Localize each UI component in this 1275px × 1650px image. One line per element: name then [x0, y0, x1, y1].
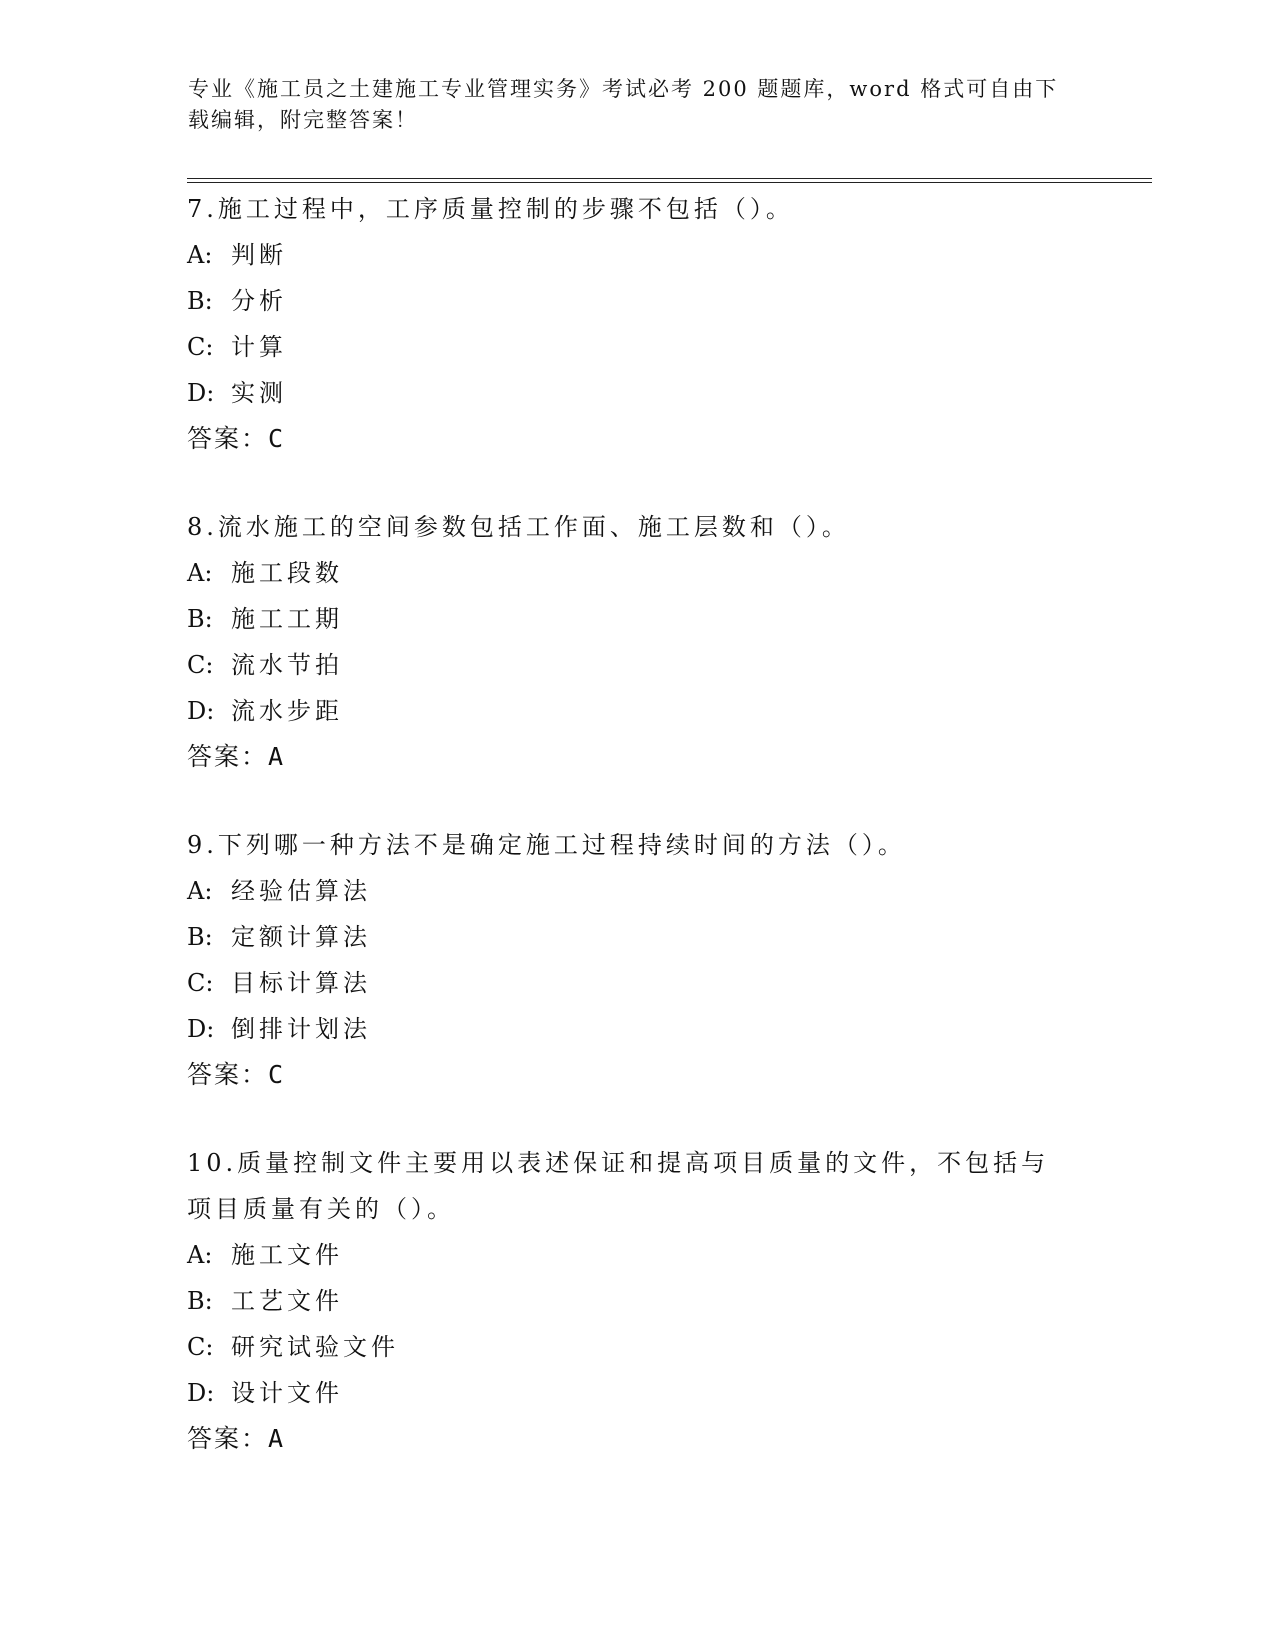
option-key: D: [187, 379, 215, 407]
option-b [187, 1278, 1067, 1324]
answer-label: 答案： [187, 742, 269, 771]
option-a [187, 1232, 1067, 1278]
option-d [187, 688, 1087, 734]
option-key: C: [187, 969, 214, 997]
question-8 [187, 504, 1087, 780]
option-text: 实测 [231, 379, 287, 407]
answer-label: 答案： [187, 1424, 269, 1453]
option-text: 倒排计划法 [231, 1015, 371, 1043]
option-key: D: [187, 1015, 215, 1043]
question-stem: 8.流水施工的空间参数包括工作面、施工层数和（）。 [187, 513, 850, 541]
option-key: A: [187, 1241, 213, 1269]
option-key: A: [187, 877, 213, 905]
option-d [187, 1370, 1067, 1416]
answer-label: 答案： [187, 424, 269, 453]
answer-line [187, 416, 1087, 462]
option-text: 流水步距 [231, 697, 343, 725]
option-key: A: [187, 241, 213, 269]
option-key: B: [187, 923, 213, 951]
answer-value: A [268, 1424, 285, 1453]
option-c [187, 1324, 1067, 1370]
answer-value: A [268, 742, 285, 771]
option-key: D: [187, 697, 215, 725]
answer-value: C [268, 424, 285, 453]
question-stem: 9.下列哪一种方法不是确定施工过程持续时间的方法（）。 [187, 831, 906, 859]
option-key: C: [187, 333, 214, 361]
option-b [187, 596, 1087, 642]
option-key: A: [187, 559, 213, 587]
option-text: 计算 [231, 333, 287, 361]
header-divider-bottom [187, 182, 1152, 183]
option-text: 施工文件 [231, 1241, 343, 1269]
document-header: 专业《施工员之土建施工专业管理实务》考试必考 200 题题库，word 格式可自由下载编辑，附完整答案！ [188, 77, 1059, 132]
option-b [187, 278, 1087, 324]
option-a [187, 868, 1087, 914]
answer-line [187, 1052, 1087, 1098]
question-stem: 10.质量控制文件主要用以表述保证和提高项目质量的文件，不包括与项目质量有关的（）。 [187, 1149, 1050, 1223]
option-a [187, 550, 1087, 596]
header-divider-top [187, 178, 1152, 179]
option-c [187, 324, 1087, 370]
question-9 [187, 822, 1087, 1098]
question-stem: 7.施工过程中，工序质量控制的步骤不包括（）。 [187, 195, 794, 223]
option-b [187, 914, 1087, 960]
option-key: C: [187, 651, 214, 679]
option-text: 分析 [231, 287, 287, 315]
option-text: 施工段数 [231, 559, 343, 587]
option-text: 流水节拍 [231, 651, 343, 679]
question-10 [187, 1140, 1067, 1462]
answer-line [187, 734, 1087, 780]
answer-value: C [268, 1060, 285, 1089]
option-text: 设计文件 [231, 1379, 343, 1407]
option-text: 施工工期 [231, 605, 343, 633]
option-text: 工艺文件 [231, 1287, 343, 1315]
option-key: B: [187, 287, 213, 315]
answer-label: 答案： [187, 1060, 269, 1089]
option-text: 判断 [231, 241, 287, 269]
option-d [187, 1006, 1087, 1052]
question-7 [187, 186, 1087, 462]
option-c [187, 642, 1087, 688]
option-a [187, 232, 1087, 278]
answer-line [187, 1416, 1067, 1462]
option-text: 研究试验文件 [231, 1333, 399, 1361]
option-c [187, 960, 1087, 1006]
option-key: B: [187, 605, 213, 633]
option-key: C: [187, 1333, 214, 1361]
option-text: 目标计算法 [231, 969, 371, 997]
option-d [187, 370, 1087, 416]
option-key: B: [187, 1287, 213, 1315]
option-key: D: [187, 1379, 215, 1407]
option-text: 经验估算法 [231, 877, 371, 905]
option-text: 定额计算法 [231, 923, 371, 951]
